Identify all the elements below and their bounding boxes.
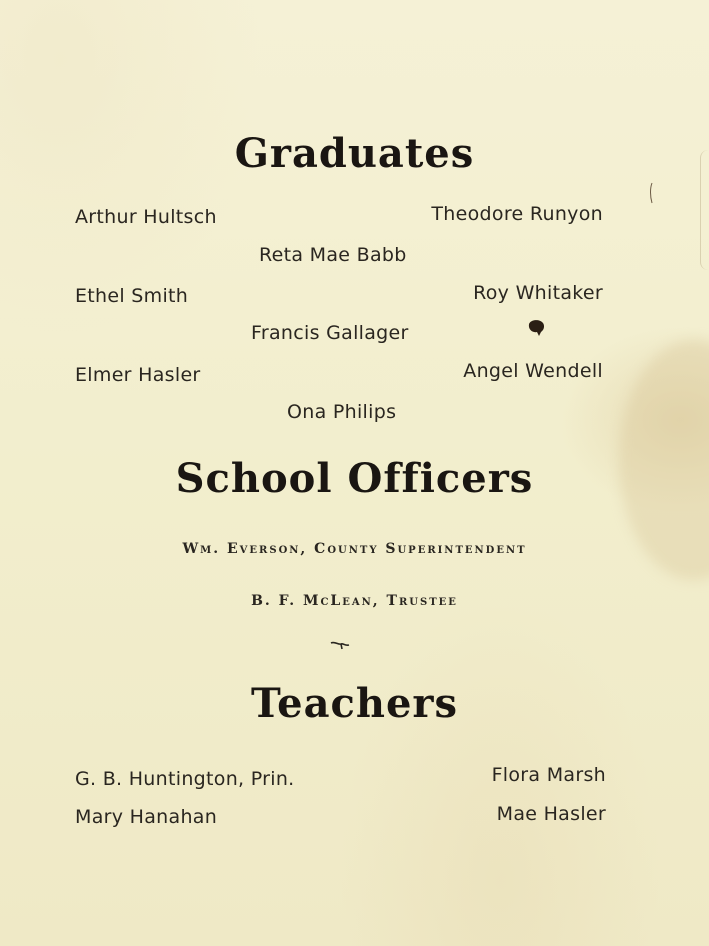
graduate-name: Ona Philips [287,401,397,423]
teacher-name: Mary Hanahan [75,806,218,828]
graduate-name: Elmer Hasler [75,364,201,386]
graduates-heading: Graduates [234,130,475,177]
graduate-name: Theodore Runyon [431,203,603,225]
teachers-heading: Teachers [250,680,459,727]
graduate-name: Francis Gallager [251,322,409,344]
pencil-mark-icon [648,182,654,204]
teacher-name: Flora Marsh [491,764,606,786]
officer-line: Wm. Everson, County Superintendent [182,541,527,557]
teacher-name: Mae Hasler [496,803,606,825]
officer-line: B. F. McLean, Trustee [251,593,458,609]
ink-blot-icon [526,318,546,338]
teacher-name: G. B. Huntington, Prin. [75,768,295,790]
graduate-name: Ethel Smith [75,285,189,307]
graduate-name: Arthur Hultsch [75,206,217,228]
graduate-name: Angel Wendell [463,360,603,382]
leaf-ornament-icon [330,640,350,650]
graduate-name: Reta Mae Babb [259,244,407,266]
school-officers-heading: School Officers [175,455,534,502]
graduate-name: Roy Whitaker [473,282,603,304]
